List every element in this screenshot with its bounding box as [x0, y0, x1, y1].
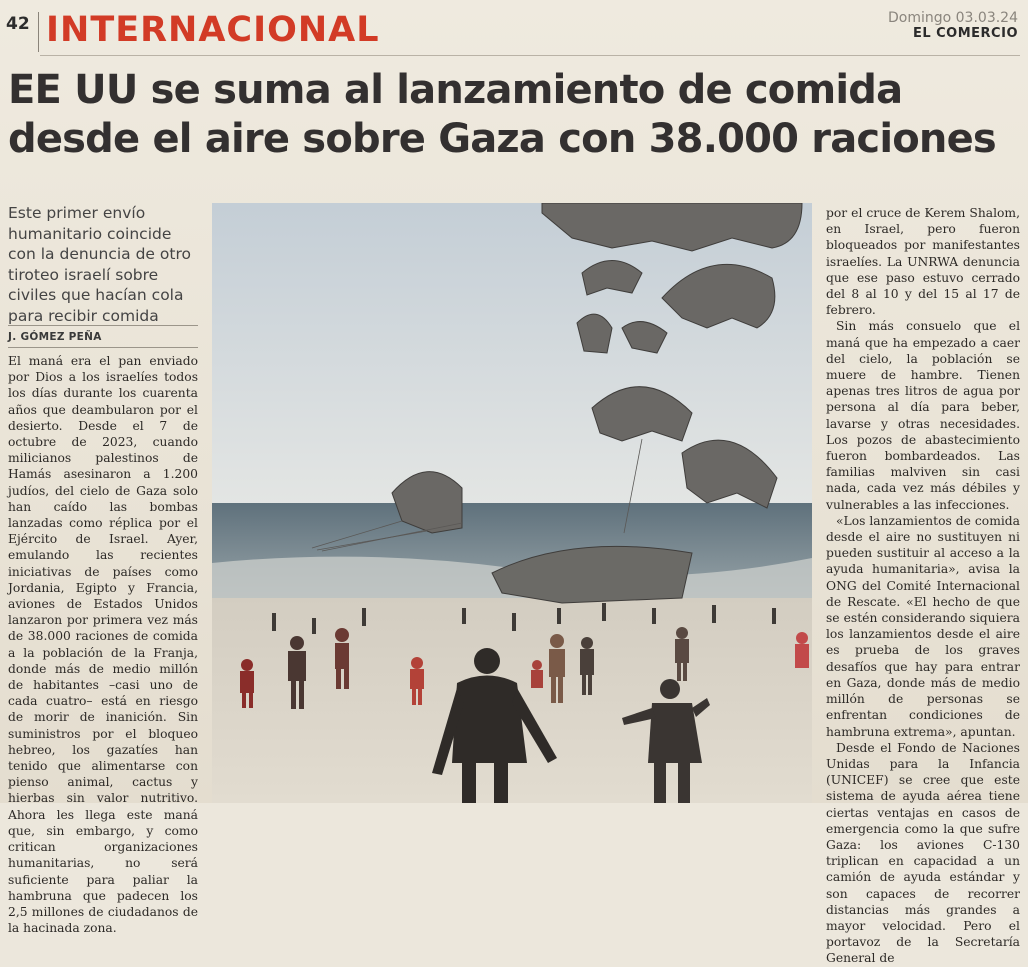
paragraph: Sin más consuelo que el maná que ha empezado a caer del cielo, la población se muere de hambre. Tienen apenas tres litros de agua por persona al día para beber, lavarse y otras necesidades. Los pozos de abastecimiento fueron bombardeados. Las familias malviven sin casi nada, cada vez más débiles y vulnerables a las infecciones.: [826, 319, 1020, 512]
paragraph: Desde el Fondo de Naciones Unidas para la Infancia (UNICEF) se cree que este sistema de ayuda aérea tiene ciertas ventajas en casos de emergencia como la que sufre Gaza: los aviones C-130 triplican en capacidad a un camión de ayuda estándar y son capaces de recorrer distancias más grandes a mayor velocidad. Pero el portavoz de la Secretaría General de: [826, 740, 1020, 966]
header-divider: [38, 12, 39, 52]
article-body-right: [826, 205, 1020, 967]
article-body-left: El maná era el pan enviado por Dios a los israelíes todos los días durante los cuarenta años que deambularon por el desierto. Desde el 7 de octubre de 2023, cuando milicianos palestinos de Hamás asesinaron a 1.200 judíos, del cielo de Gaza solo han caído las bombas lanzadas como réplica por el Ejército de Israel. Ayer, emulando las recientes iniciativas de países como Jordania, Egipto y Francia, aviones de Estados Unidos lanzaron por primera vez más de 38.000 raciones de comida a la población de la Franja, donde más de medio millón de habitantes –casi uno de cada cuatro– está en riesgo de morir de inanición. Sin suministros por el bloqueo hebreo, los gazatíes han tenido que alimentarse con pienso animal, cactus y hierbas sin valor nutritivo. Ahora les llega este maná que, sin embargo, y como critican organizaciones humanitarias, no será suficiente para paliar la hambruna que padecen los 2,5 millones de ciudadanos de la hacinada zona.: [8, 354, 198, 936]
article-byline: J. GÓMEZ PEÑA: [8, 331, 102, 343]
newspaper-name: EL COMERCIO: [912, 26, 1018, 41]
paragraph: por el cruce de Kerem Shalom, en Israel, pero fueron bloqueados por manifestantes israelíes. La UNRWA denuncia que ese paso estuvo cerrado del 8 al 10 y del 15 al 17 de febrero.: [826, 206, 1020, 318]
paragraph: «Los lanzamientos de comida desde el aire no sustituyen ni pueden sustituir al acceso a la ayuda humanitaria», avisa la ONG del Comité Internacional de Rescate. «El hecho de que se estén considerando siquiera los lanzamientos desde el aire es prueba de los graves desafíos que hay para entrar en Gaza, donde más de medio millón de personas se enfrentan condiciones de hambruna extrema», apuntan.: [826, 513, 1020, 739]
article-headline: EE UU se suma al lanzamiento de comida desde el aire sobre Gaza con 38.000 raciones: [8, 67, 996, 162]
byline-rule-bottom: [8, 347, 198, 348]
article-deck: Este primer envío humanitario coincide con la denuncia de otro tiroteo israelí sobre civiles que hacían cola para recibir comida: [8, 204, 191, 325]
airdrop-photo: [212, 203, 812, 803]
airdrop-photo-illustration: [212, 203, 812, 803]
issue-date: Domingo 03.03.24: [888, 10, 1018, 26]
section-title: INTERNACIONAL: [46, 10, 380, 50]
page-number: 42: [6, 14, 30, 34]
header-rule: [40, 55, 1020, 56]
byline-rule-top: [8, 325, 198, 326]
